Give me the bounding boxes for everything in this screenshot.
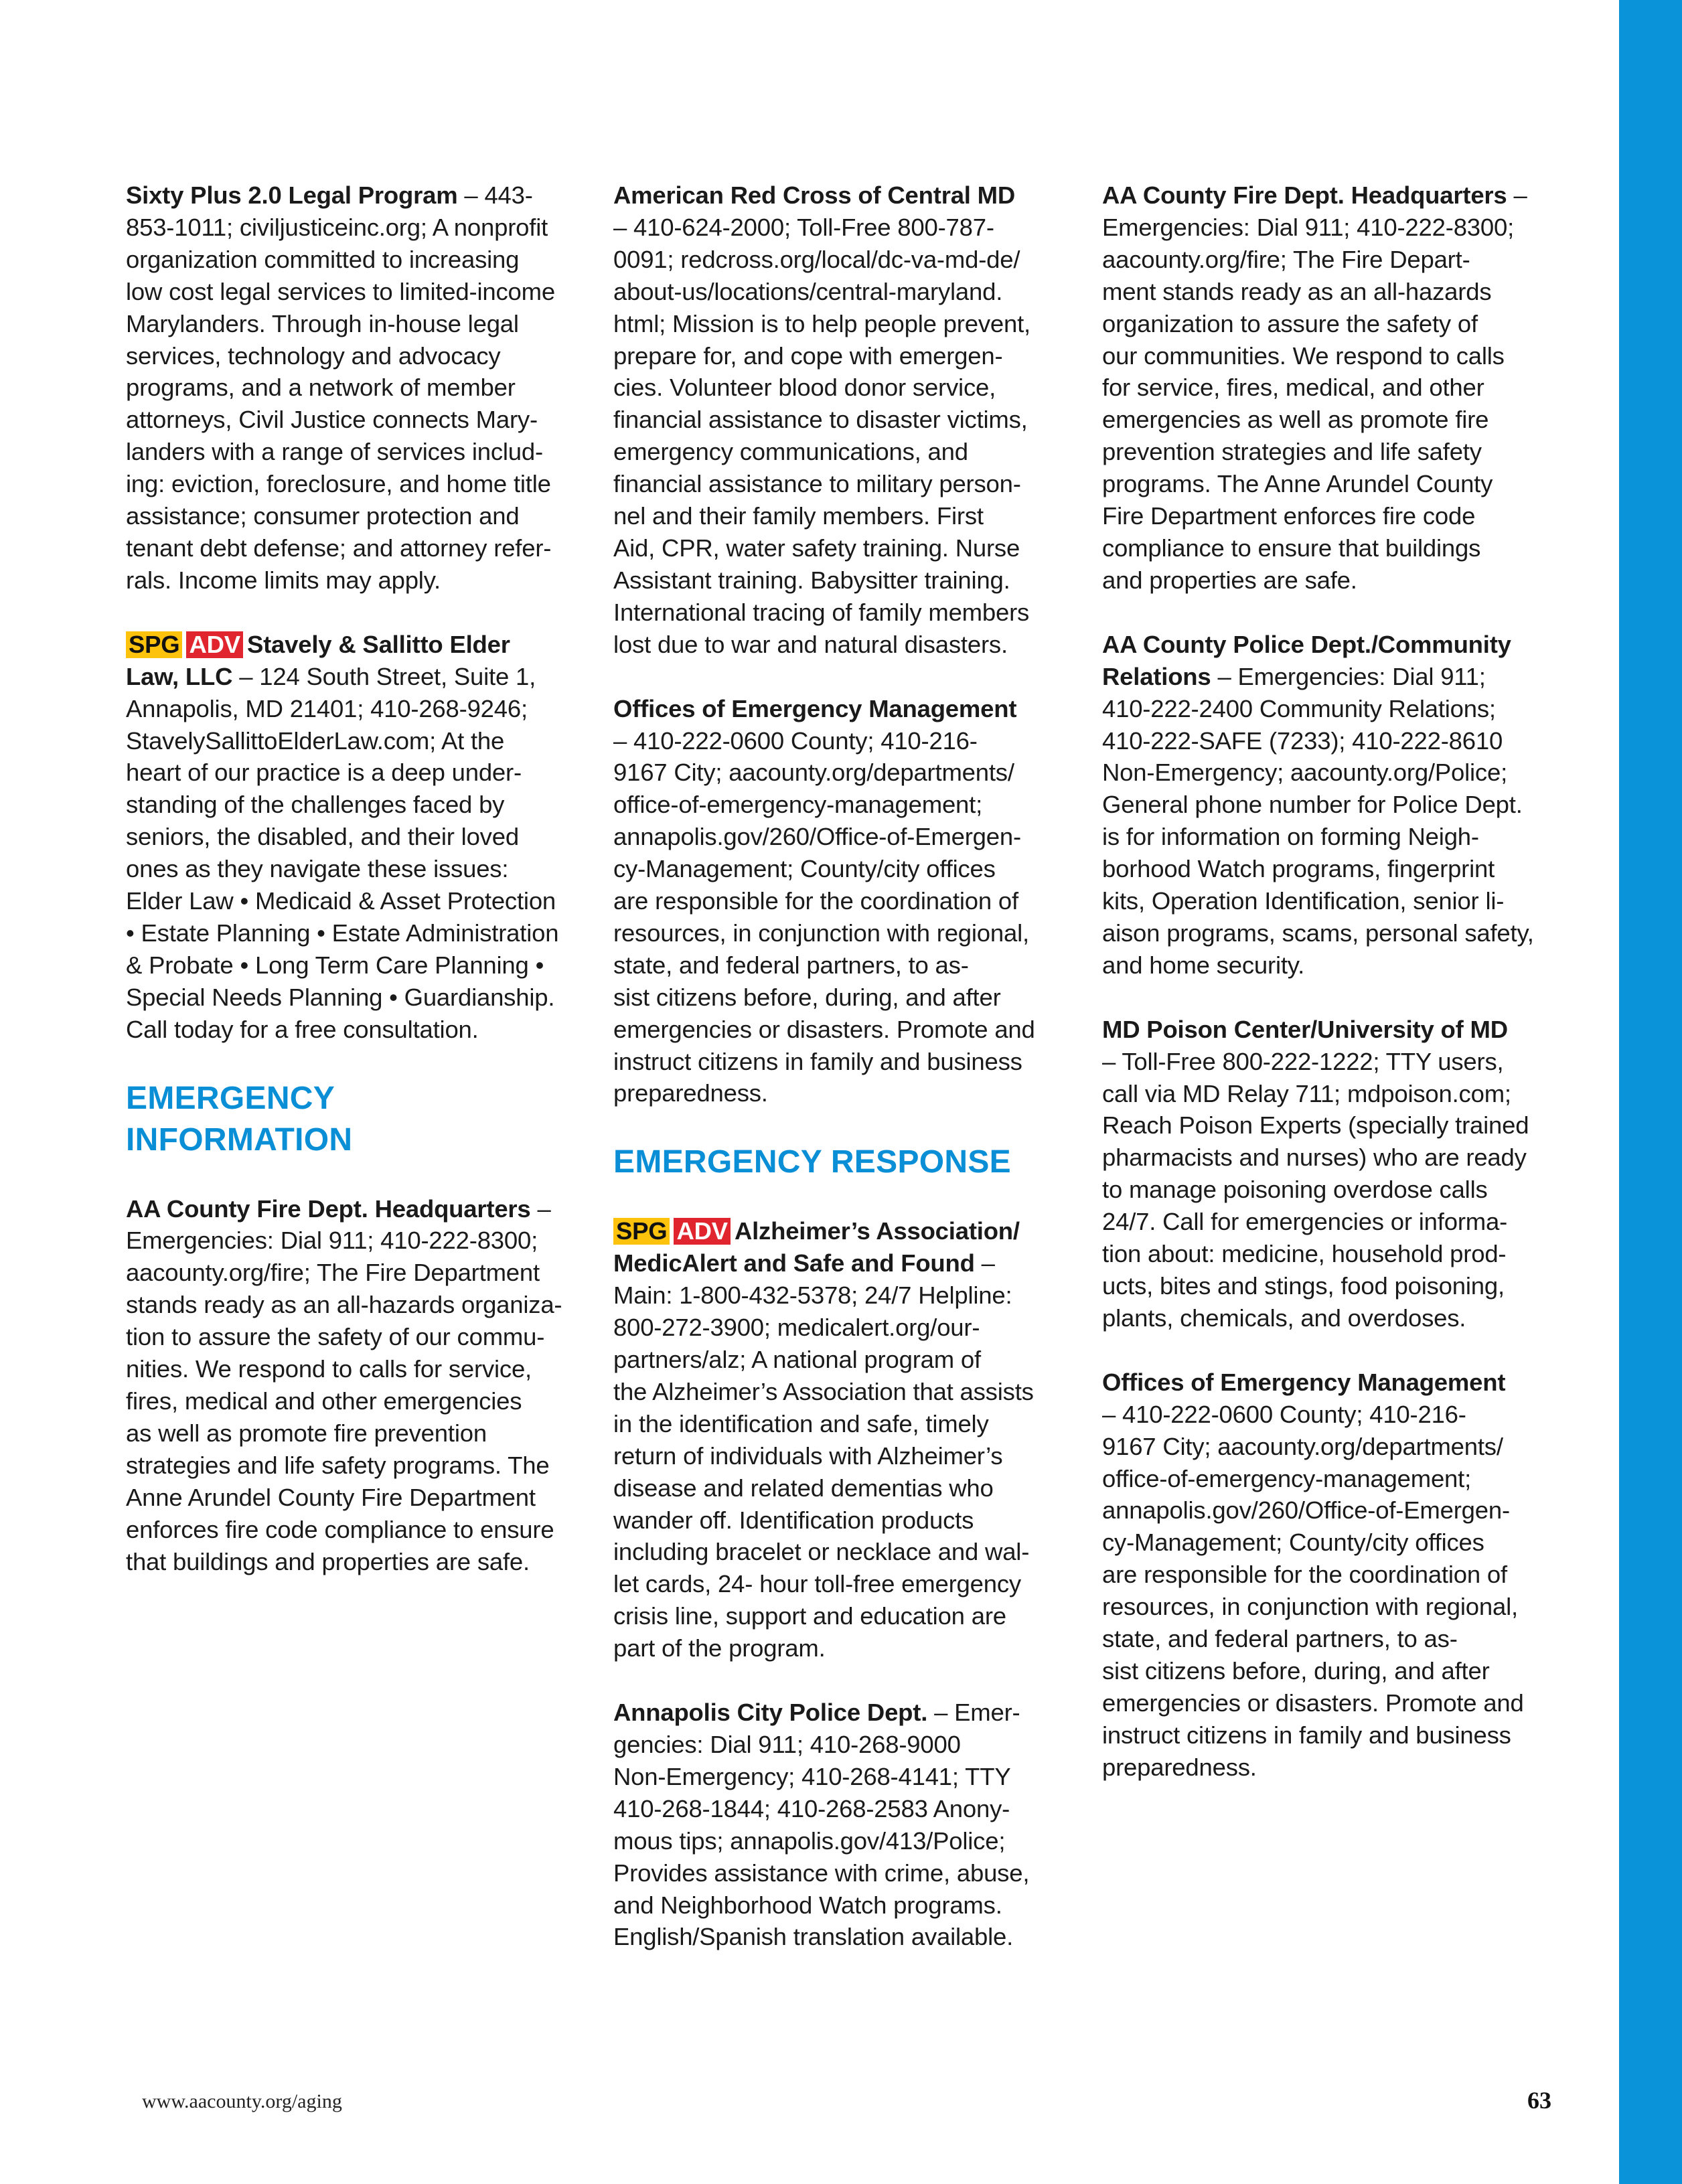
column-1	[126, 179, 576, 1610]
entry-offices-emergency-management: Offices of Emergency Management – 410-222-0600 County; 410-216- 9167 City; aacounty.org/departments/ office-of-emergency-management; annapolis.gov/260/Office-of-Emergen- cy-Management; County/city offices are responsible for the coordination of resources, in conjunction with regional, state, and federal partners, to as- sist citizens before, during, and after emergencies or disasters. Promote and instruct citizens in family and business preparedness.	[1102, 1368, 1524, 1781]
entry-sixty-plus-legal: Sixty Plus 2.0 Legal Program – 443- 853-1011; civiljusticeinc.org; A nonprofit organization committed to increasing low cost legal services to limited-income Marylanders. Through in-house legal services, technology and advocacy programs, and a network of member attorneys, Civil Justice connects Mary- landers with a range of services includ- ing: eviction, foreclosure, and home title assistance; consumer protection and tenant debt defense; and attorney refer- rals. Income limits may apply.	[126, 181, 555, 594]
entry-title: Annapolis City Police Dept.	[613, 1699, 928, 1727]
entry-annapolis-police: Annapolis City Police Dept. – Emer- gencies: Dial 911; 410-268-9000 Non-Emergency; 410-268-4141; TTY 410-268-1844; 410-268-2583 Anony- mous tips; annapolis.gov/413/Police; Provides assistance with crime, abuse, and Neighborhood Watch programs. English/Spanish translation available.	[613, 1699, 1030, 1951]
entry-title: Offices of Emergency Management	[1102, 1368, 1506, 1396]
entry-aa-fire-dept: AA County Fire Dept. Headquarters – Emergencies: Dial 911; 410-222-8300; aacounty.org/fire; The Fire Depart- ment stands ready as an all-hazards organization to assure the safety of our communities. We respond to calls for service, fires, medical, and other emergencies as well as promote fire prevention strategies and life safety programs. The Anne Arundel County Fire Department enforces fire code compliance to ensure that buildings and properties are safe.	[1102, 181, 1527, 594]
section-heading-emergency-response: EMERGENCY RESPONSE	[613, 1144, 1011, 1180]
spg-badge: SPG	[126, 631, 182, 658]
entry-alzheimers-medicalert: SPG ADV Alzheimer’s Association/ MedicAlert and Safe and Found – Main: 1-800-432-5378; 24/7 Helpline: 800-272-3900; medicalert.org/our- partners/alz; A national program of the Alzheimer’s Association that assists in the identification and safe, timely return of individuals with Alzheimer’s disease and related dementias who wander off. Identification products including bracelet or necklace and wal- let cards, 24- hour toll-free emergency crisis line, support and education are part of the program.	[613, 1217, 1034, 1662]
spg-badge: SPG	[613, 1218, 670, 1245]
adv-badge: ADV	[674, 1218, 730, 1245]
entry-title: Alzheimer’s Association/	[734, 1217, 1020, 1245]
entry-title: MD Poison Center/University of MD	[1102, 1015, 1508, 1043]
entry-title: American Red Cross of Central MD	[613, 181, 1016, 209]
entry-red-cross: American Red Cross of Central MD – 410-624-2000; Toll-Free 800-787- 0091; redcross.org/local/dc-va-md-de/ about-us/locations/central-maryland. html; Mission is to help people prevent, prepare for, and cope with emergen- cies. Volunteer blood donor service, financial assistance to disaster victims, emergency communications, and financial assistance to military person- nel and their family members. First Aid, CPR, water safety training. Nurse Assistant training. Babysitter training. International tracing of family members lost due to war and natural disasters.	[613, 181, 1030, 658]
entry-offices-emergency-management: Offices of Emergency Management – 410-222-0600 County; 410-216- 9167 City; aacounty.org/departments/ office-of-emergency-management; annapolis.gov/260/Office-of-Emergen- cy-Management; County/city offices are responsible for the coordination of resources, in conjunction with regional, state, and federal partners, to as- sist citizens before, during, and after emergencies or disasters. Promote and instruct citizens in family and business preparedness.	[613, 694, 1035, 1107]
blue-side-bar	[1619, 0, 1682, 2184]
entry-title: Sixty Plus 2.0 Legal Program	[126, 181, 458, 209]
section-heading-emergency-information: EMERGENCY INFORMATION	[126, 1080, 353, 1158]
entry-title: Stavely & Sallitto Elder	[246, 630, 510, 658]
page-number: 63	[1527, 2087, 1551, 2114]
entry-title: AA County Fire Dept. Headquarters	[126, 1194, 531, 1223]
entry-aa-police-community-relations: AA County Police Dept./Community Relations – Emergencies: Dial 911; 410-222-2400 Community Relations; 410-222-SAFE (7233); 410-222-8610 Non-Emergency; aacounty.org/Police; General phone number for Police Dept. is for information on forming Neigh- borhood Watch programs, fingerprint kits, Operation Identification, senior li- aison programs, scams, personal safety, and home security.	[1102, 630, 1534, 979]
entry-title: Offices of Emergency Management	[613, 694, 1017, 722]
column-2	[613, 179, 1063, 1985]
entry-title: AA County Fire Dept. Headquarters	[1102, 181, 1507, 209]
column-3	[1102, 179, 1552, 1816]
entry-title: AA County Police Dept./Community	[1102, 630, 1511, 658]
entry-md-poison-center: MD Poison Center/University of MD – Toll-Free 800-222-1222; TTY users, call via MD Relay 711; mdpoison.com; Reach Poison Experts (specially trained pharmacists and nurses) who are ready to manage poisoning overdose calls 24/7. Call for emergencies or informa- tion about: medicine, household prod- ucts, bites and stings, food poisoning, plants, chemicals, and overdoses.	[1102, 1015, 1529, 1332]
entry-aa-fire-dept: AA County Fire Dept. Headquarters – Emergencies: Dial 911; 410-222-8300; aacounty.org/fire; The Fire Department stands ready as an all-hazards organiza- tion to assure the safety of our commu- nities. We respond to calls for service, fires, medical and other emergencies as well as promote fire prevention strategies and life safety programs. The Anne Arundel County Fire Department enforces fire code compliance to ensure that buildings and properties are safe.	[126, 1194, 562, 1575]
adv-badge: ADV	[186, 631, 242, 658]
entry-stavely-sallitto: SPG ADV Stavely & Sallitto Elder Law, LLC – 124 South Street, Suite 1, Annapolis, MD 21401; 410-268-9246; StavelySallittoElderLaw.com; At the heart of our practice is a deep under- standing of the challenges faced by seniors, the disabled, and their loved ones as they navigate these issues: Elder Law • Medicaid & Asset Protection • Estate Planning • Estate Administration & Probate • Long Term Care Planning • Special Needs Planning • Guardianship. Call today for a free consultation.	[126, 630, 559, 1043]
footer-url: www.aacounty.org/aging	[142, 2090, 342, 2112]
